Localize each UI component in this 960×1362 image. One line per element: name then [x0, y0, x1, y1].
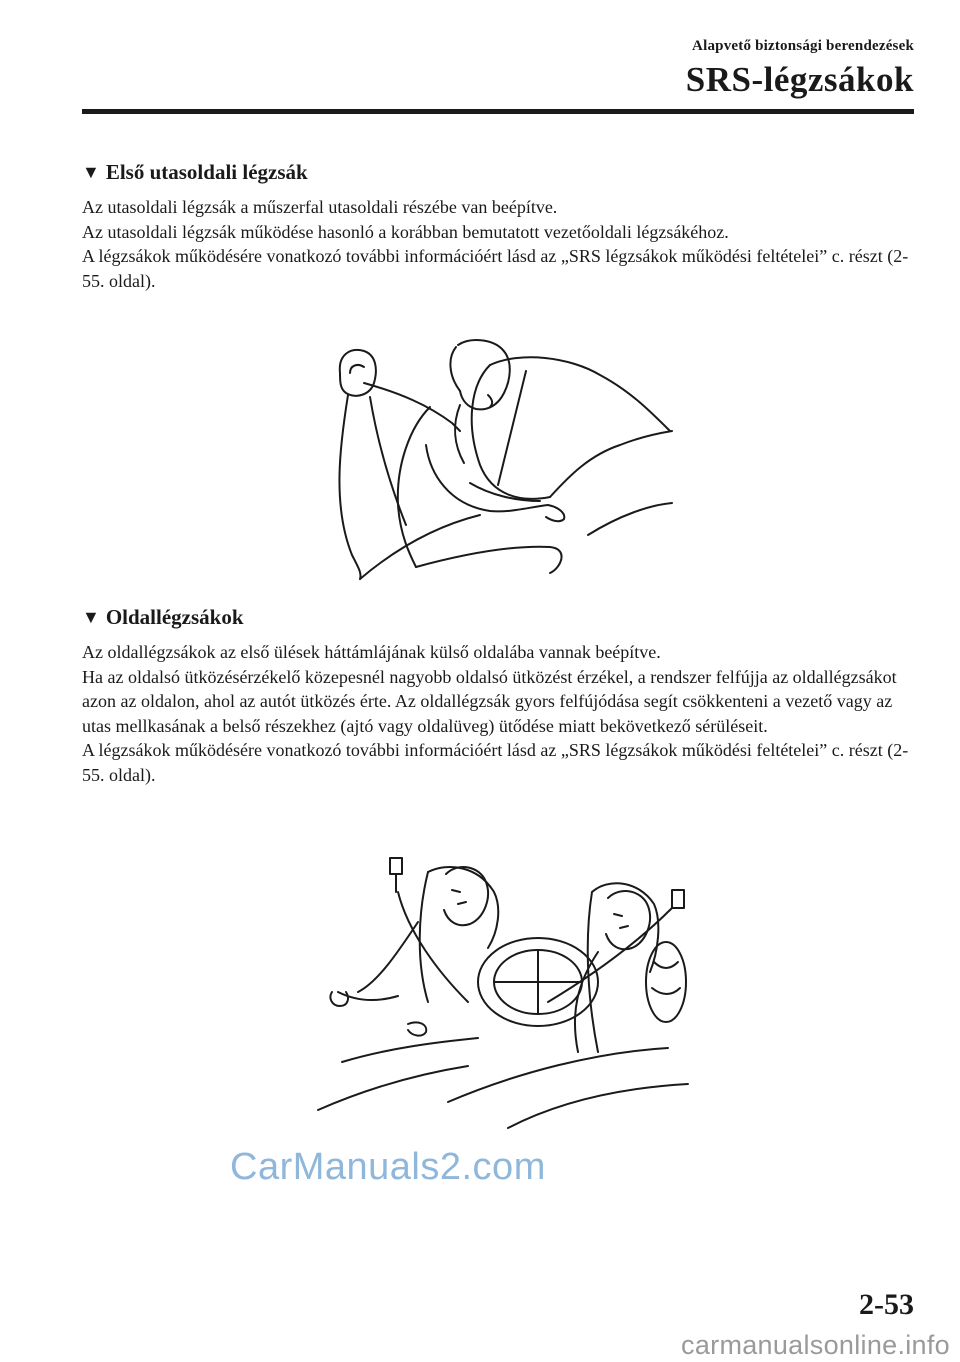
section-passenger-airbag [82, 160, 914, 293]
triangle-marker-icon: ▼ [82, 162, 100, 182]
paragraph: Az utasoldali légzsák a műszerfal utasoldali részébe van beépítve. [82, 197, 558, 217]
page-title: SRS-légzsákok [685, 60, 914, 99]
paragraph: A légzsákok működésére vonatkozó további információért lásd az „SRS légzsákok működési feltételei” c. részt (2-55. oldal). [82, 246, 909, 291]
footer-watermark: carmanualsonline.info [681, 1330, 950, 1360]
page-number: 2-53 [859, 1288, 914, 1321]
chapter-subtitle: Alapvető biztonsági berendezések [692, 38, 914, 54]
passenger-airbag-illustration [320, 335, 680, 580]
paragraph: Az oldallégzsákok az első ülések háttámlájának külső oldalába vannak beépítve. [82, 642, 661, 662]
paragraph: A légzsákok működésére vonatkozó további információért lásd az „SRS légzsákok működési feltételei” c. részt (2-55. oldal). [82, 740, 909, 785]
section-side-airbags [82, 605, 914, 787]
side-airbag-illustration [298, 852, 698, 1132]
section-heading-text: Oldallégzsákok [105, 605, 244, 629]
section-heading-text: Első utasoldali légzsák [105, 160, 308, 184]
header-rule [82, 109, 914, 114]
section-heading [82, 160, 914, 185]
section-heading [82, 605, 914, 630]
watermark: CarManuals2.com [230, 1146, 546, 1188]
triangle-marker-icon: ▼ [82, 607, 100, 627]
paragraph: Ha az oldalsó ütközésérzékelő közepesnél nagyobb oldalsó ütközést érzékel, a rendszer felfújja az oldallégzsákot azon az oldalon, ahol az autót ütközés érte. Az oldallégzsák gyors felfújódása segít csökkenteni a vezető vagy az utas mellkasának a belső részekhez (ajtó vagy oldalüveg) ütődése miatt bekövetkező sérüléseit. [82, 666, 897, 736]
paragraph: Az utasoldali légzsák működése hasonló a korábban bemutatott vezetőoldali légzsákéhoz. [82, 221, 729, 242]
